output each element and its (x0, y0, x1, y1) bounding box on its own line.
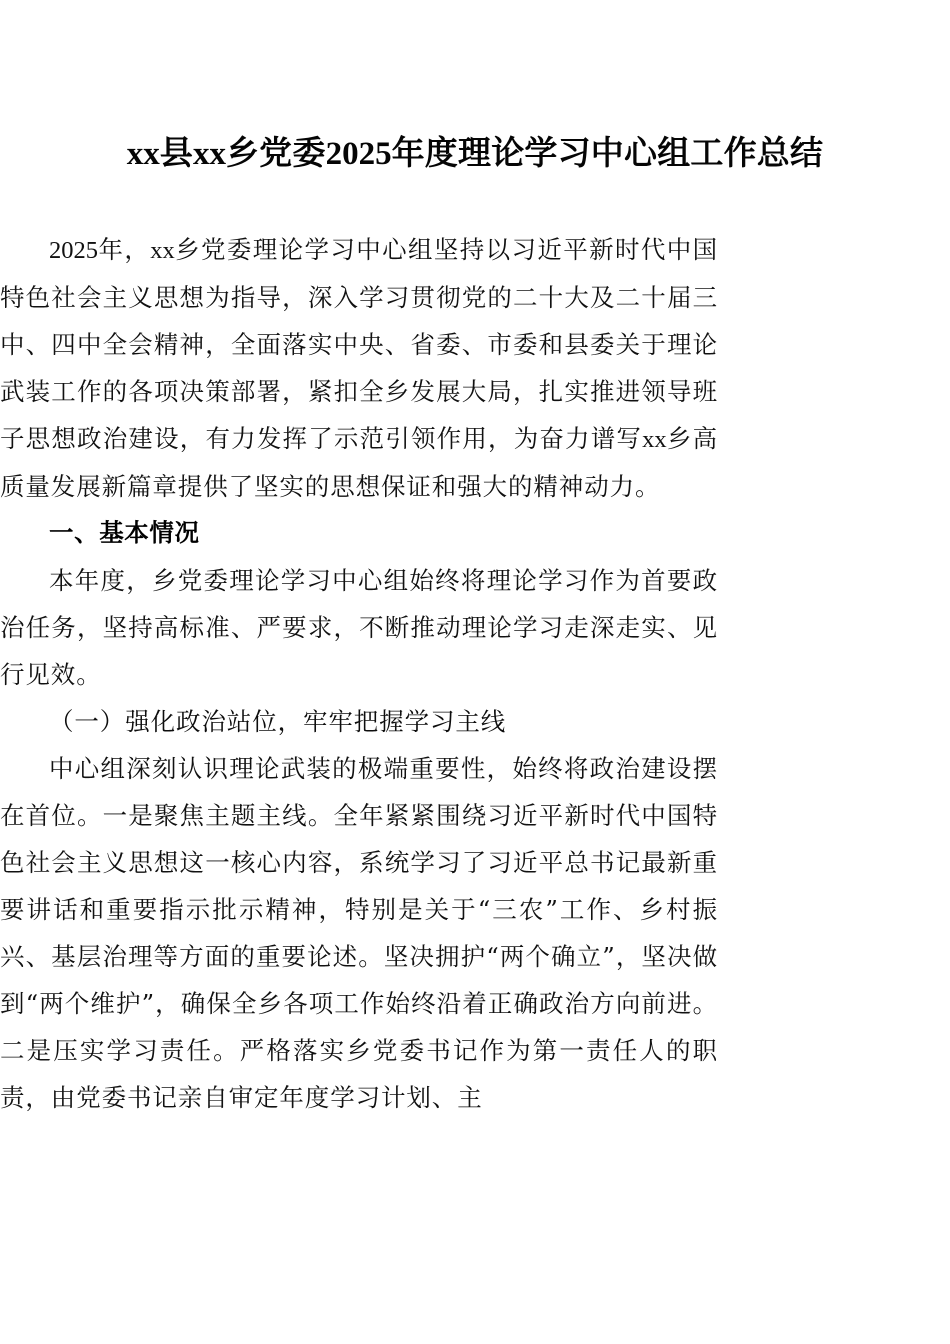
subsection-heading-1-1: （一）强化政治站位，牢牢把握学习主线 (49, 707, 507, 736)
document-body (0, 226, 718, 1121)
section-heading-1: 一、基本情况 (49, 520, 200, 547)
opening-paragraph: 2025年，xx乡党委理论学习中心组坚持以习近平新时代中国特色社会主义思想为指导，深入学习贯彻党的二十大及二十届三中、四中全会精神，全面落实中央、省委、市委和县委关于理论武装工作的各项决策部署，紧扣全乡发展大局，扎实推进领导班子思想政治建设，有力发挥了示范引领作用，为奋力谱写xx乡高质量发展新篇章提供了坚实的思想保证和强大的精神动力。 (0, 235, 718, 501)
title-spacer (0, 176, 950, 226)
page-title: xx县xx乡党委2025年度理论学习中心组工作总结 (126, 136, 824, 172)
section-1-intro-paragraph: 本年度，乡党委理论学习中心组始终将理论学习作为首要政治任务，坚持高标准、严要求，不断推动理论学习走深走实、见行见效。 (0, 566, 718, 689)
subsection-1-1-paragraph: 中心组深刻认识理论武装的极端重要性，始终将政治建设摆在首位。一是聚焦主题主线。全年紧紧围绕习近平新时代中国特色社会主义思想这一核心内容，系统学习了习近平总书记最新重要讲话和重要指示批示精神，特别是关于“三农”工作、乡村振兴、基层治理等方面的重要论述。坚决拥护“两个确立”，坚决做到“两个维护”，确保全乡各项工作始终沿着正确政治方向前进。二是压实学习责任。严格落实乡党委书记作为第一责任人的职责，由党委书记亲自审定年度学习计划、主 (0, 754, 718, 1112)
